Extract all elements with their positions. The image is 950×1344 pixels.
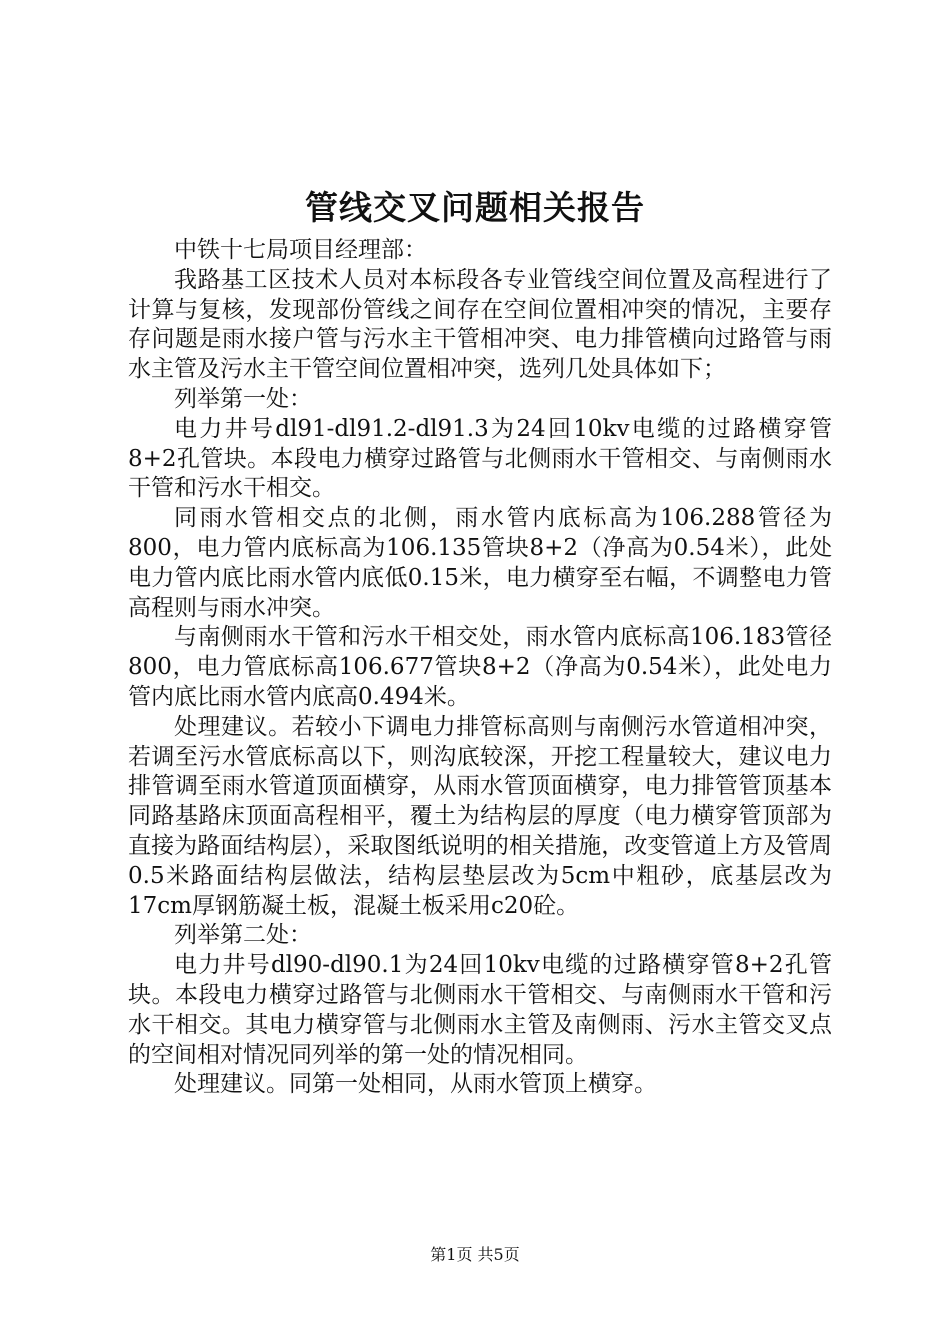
paragraph-first-north: 同雨水管相交点的北侧，雨水管内底标高为106.288管径为800，电力管内底标高为106.135管块8+2（净高为0.54米），此处电力管内底比雨水管内底低0.15米，电力横穿至右幅，不调整电力管高程则与雨水冲突。 <box>128 505 832 621</box>
paragraph-intro: 我路基工区技术人员对本标段各专业管线空间位置及高程进行了计算与复核，发现部份管线之间存在空间位置相冲突的情况，主要存存问题是雨水接户管与污水主干管相冲突、电力排管横向过路管与雨水主管及污水主干管空间位置相冲突，选列几处具体如下； <box>128 266 832 383</box>
paragraph-first-south: 与南侧雨水干管和污水干相交处，雨水管内底标高106.183管径800，电力管底标高106.677管块8+2（净高为0.54米），此处电力管内底比雨水管内底高0.494米。 <box>128 624 832 710</box>
page-footer: 第1页 共5页 <box>430 1245 520 1264</box>
section-heading-first: 列举第一处： <box>174 385 312 412</box>
paragraph-first-location: 电力井号dl91-dl91.2-dl91.3为24回10kv电缆的过路横穿管8+2孔管块。本段电力横穿过路管与北侧雨水干管相交、与南侧雨水干管和污水干相交。 <box>128 415 832 502</box>
paragraph-second-location: 电力井号dl90-dl90.1为24回10kv电缆的过路横穿管8+2孔管块。本段电力横穿过路管与北侧雨水干管相交、与南侧雨水干管和污水干相交。其电力横穿管与北侧雨水主管及南侧雨、污水主管交叉点的空间相对情况同列举的第一处的情况相同。 <box>128 952 832 1068</box>
paragraph-first-suggestion: 处理建议。若较小下调电力排管标高则与南侧污水管道相冲突，若调至污水管底标高以下，则沟底较深，开挖工程量较大，建议电力排管调至雨水管道顶面横穿，从雨水管顶面横穿，电力排管管顶基本同路基路床顶面高程相平，覆土为结构层的厚度（电力横穿管顶部为直接为路面结构层），采取图纸说明的相关措施，改变管道上方及管周0.5米路面结构层做法，结构层垫层改为5cm中粗砂，底基层改为17cm厚钢筋凝土板，混凝土板采用c20砼。 <box>128 713 832 919</box>
document-body <box>128 236 832 1100</box>
document-title: 管线交叉问题相关报告 <box>305 188 645 227</box>
salutation: 中铁十七局项目经理部： <box>174 237 427 263</box>
paragraph-second-suggestion: 处理建议。同第一处相同，从雨水管顶上横穿。 <box>174 1071 657 1098</box>
section-heading-second: 列举第二处： <box>174 922 312 949</box>
